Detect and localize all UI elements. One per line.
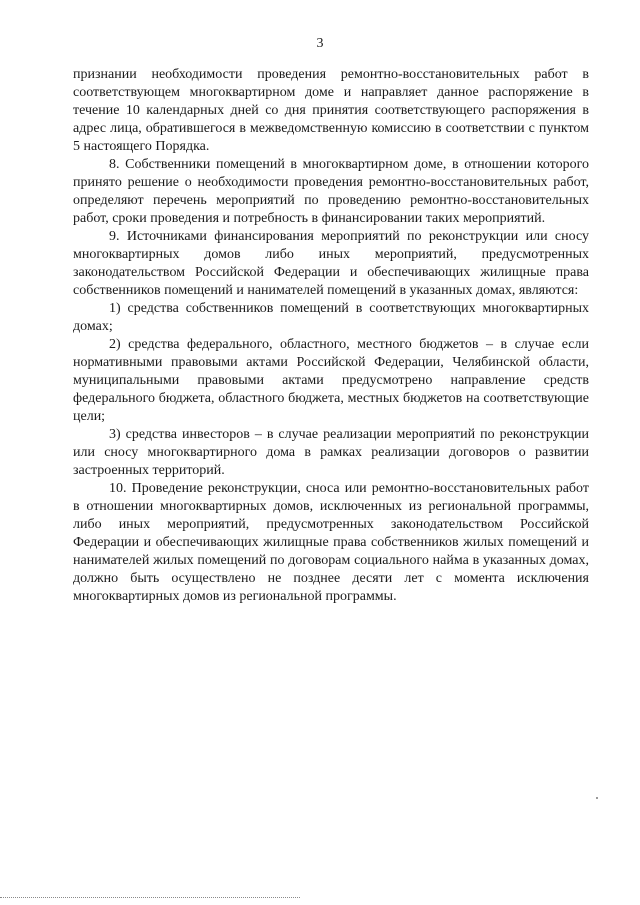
paragraph-subitem-3: 3) средства инвесторов – в случае реализации мероприятий по реконструкции или сносу многоквартирного дома в рамках реализации договоров о развитии застроенных территорий. — [73, 427, 589, 478]
document-body — [73, 66, 589, 606]
scan-dot — [596, 797, 598, 799]
paragraph-continuation: признании необходимости проведения ремонтно-восстановительных работ в соответствующем многоквартирном доме и направляет данное распоряжение в течение 10 календарных дней со дня принятия соответствующего распоряжения в адрес лица, обратившегося в межведомственную комиссию в соответствии с пунктом 5 настоящего Порядка. — [73, 67, 589, 154]
paragraph-item-8: 8. Собственники помещений в многоквартирном доме, в отношении которого принято решение о необходимости проведения ремонтно-восстановительных работ, определяют перечень мероприятий по проведению ремонтно-восстановительных работ, сроки проведения и потребность в финансировании таких мероприятий. — [73, 157, 589, 226]
paragraph-subitem-2: 2) средства федерального, областного, местного бюджетов – в случае если нормативными правовыми актами Российской Федерации, Челябинской области, муниципальными правовыми актами предусмотрено направление средств федерального бюджета, областного бюджета, местных бюджетов на соответствующие цели; — [73, 337, 589, 424]
paragraph-item-9: 9. Источниками финансирования мероприятий по реконструкции или сносу многоквартирных домов либо иных мероприятий, предусмотренных законодательством Российской Федерации и обеспечивающих жилищные права собственников помещений и нанимателей помещений в указанных домах, являются: — [73, 229, 589, 298]
scan-bottom-line — [0, 897, 300, 898]
paragraph-item-10: 10. Проведение реконструкции, сноса или ремонтно-восстановительных работ в отношении многоквартирных домов, исключенных из региональной программы, либо иных мероприятий, предусмотренных законодательством Российской Федерации и обеспечивающих жилищные права собственников жилых помещений и нанимателей жилых помещений по договорам социального найма в указанных домах, должно быть осуществлено не позднее десяти лет с момента исключения многоквартирных домов из региональной программы. — [73, 481, 589, 604]
paragraph-subitem-1: 1) средства собственников помещений в соответствующих многоквартирных домах; — [73, 301, 589, 334]
page-number: 3 — [316, 36, 324, 51]
